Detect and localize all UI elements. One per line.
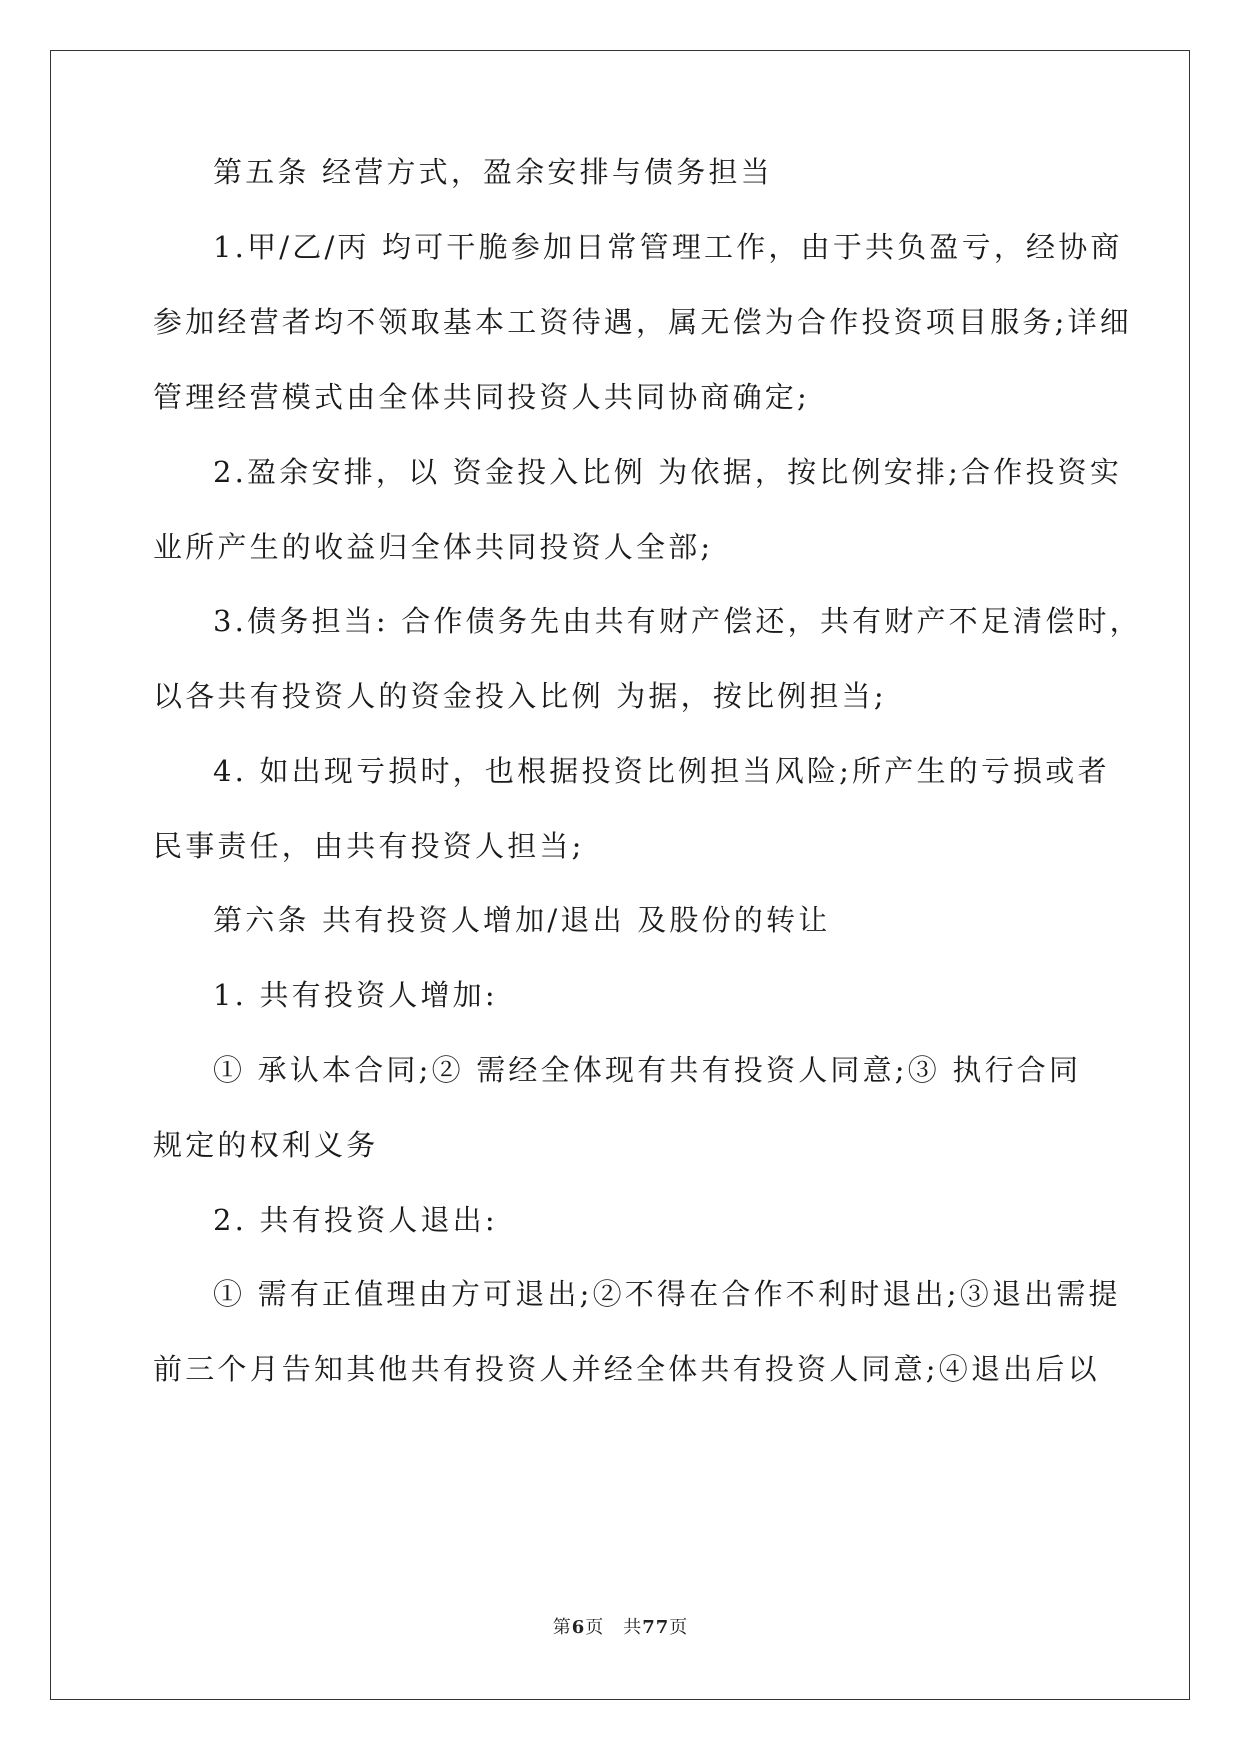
paragraph-line: 业所产生的收益归全体共同投资人全部; [153,530,714,564]
page-footer [0,1616,1241,1640]
paragraph-line: 1.甲/乙/丙 均可干脆参加日常管理工作，由于共负盈亏，经协商 [213,230,1123,264]
paragraph-line: 管理经营模式由全体共同投资人共同协商确定; [153,380,810,414]
paragraph-line: 民事责任，由共有投资人担当; [153,829,585,863]
total-pages: 77 [642,1617,670,1638]
paragraph-line: 2.盈余安排，以 资金投入比例 为依据，按比例安排;合作投资实 [213,455,1123,489]
paragraph-line: 2. 共有投资人退出: [213,1203,498,1237]
page-border [50,50,1190,1700]
paragraph-line: 参加经营者均不领取基本工资待遇，属无偿为合作投资项目服务;详细 [153,305,1132,339]
paragraph-line: ① 承认本合同;② 需经全体现有共有投资人同意;③ 执行合同 [213,1053,1082,1087]
page-prefix: 第 [552,1617,572,1638]
paragraph-line: 以各共有投资人的资金投入比例 为据，按比例担当; [153,679,887,713]
paragraph-line: 4. 如出现亏损时，也根据投资比例担当风险;所产生的亏损或者 [213,754,1110,788]
paragraph-line: 3.债务担当: 合作债务先由共有财产偿还，共有财产不足清偿时， [213,604,1142,638]
page-suffix: 页 [669,1617,689,1638]
article-heading: 第五条 经营方式，盈余安排与债务担当 [213,155,773,189]
page-mid: 页 共 [585,1617,643,1638]
paragraph-line: 前三个月告知其他共有投资人并经全体共有投资人同意;④退出后以 [153,1352,1100,1386]
page-number: 6 [571,1617,586,1638]
paragraph-line: ① 需有正值理由方可退出;②不得在合作不利时退出;③退出需提 [213,1277,1121,1311]
article-heading: 第六条 共有投资人增加/退出 及股份的转让 [213,903,831,937]
paragraph-line: 1. 共有投资人增加: [213,978,498,1012]
paragraph-line: 规定的权利义务 [153,1128,379,1162]
